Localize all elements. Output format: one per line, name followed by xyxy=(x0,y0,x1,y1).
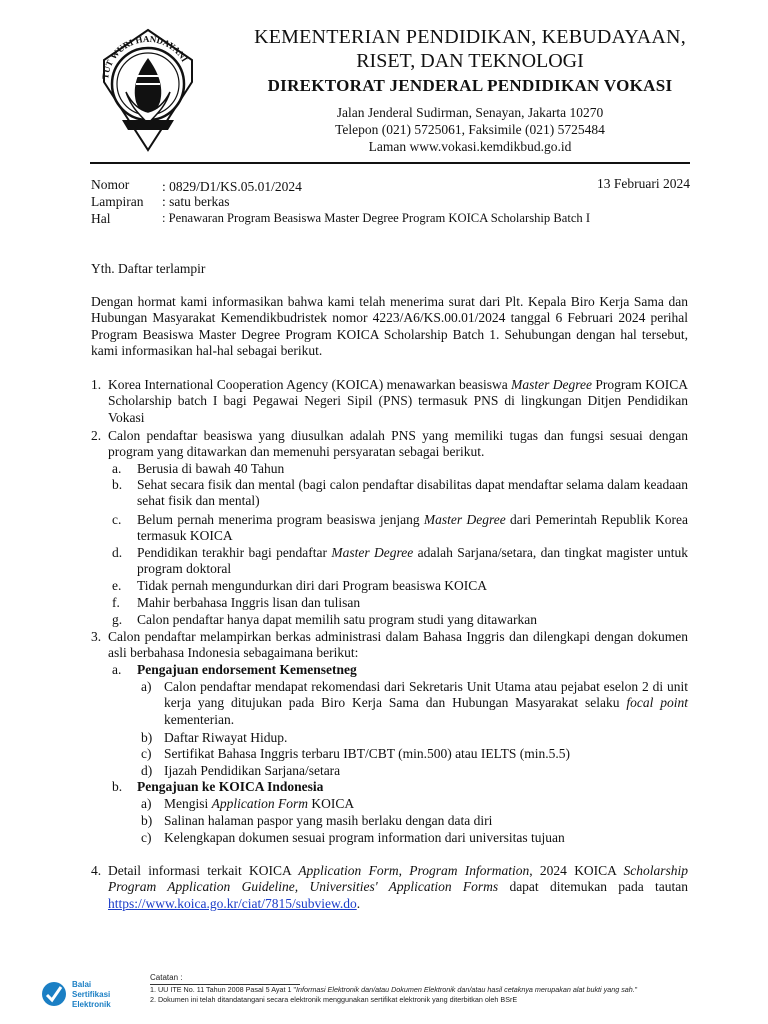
subitem-mark: b) xyxy=(141,730,153,745)
item-number: 1. xyxy=(91,377,102,392)
subitem-text: Belum pernah menerima program beasiswa jenjang Master Degree dari Pemerintah Republik Korea termasuk KOICA xyxy=(137,512,688,544)
subitem-text: Tidak pernah mengundurkan diri dari Program beasiswa KOICA xyxy=(137,578,488,593)
subitem-mark: c) xyxy=(141,746,152,761)
lampiran-value: : satu berkas xyxy=(162,194,230,209)
bsre-line-1: Balai xyxy=(72,980,92,989)
footer-notes xyxy=(150,973,637,1005)
subitem-text: Calon pendaftar hanya dapat memilih satu program studi yang ditawarkan xyxy=(137,612,538,627)
item-number: 3. xyxy=(91,629,102,644)
subitem-text: Pendidikan terakhir bagi pendaftar Master Degree adalah Sarjana/setara, dan tingkat magister untuk program doktoral xyxy=(137,545,688,577)
nomor-label: Nomor xyxy=(91,177,130,192)
bsre-logo-icon xyxy=(40,976,140,1012)
letter-date: 13 Februari 2024 xyxy=(597,176,690,191)
subitem-mark: c) xyxy=(141,830,152,845)
catatan-label: Catatan : xyxy=(150,973,183,982)
subitem-text: Calon pendaftar mendapat rekomendasi dari Sekretaris Unit Utama atau pejabat eselon 2 di unit kerja yang ditujukan pada Biro Kerja Sama dan Hubungan Masyarakat selaku focal point kementerian. xyxy=(164,679,689,727)
subitem-mark: d) xyxy=(141,763,153,778)
subitem-mark: g. xyxy=(112,612,123,627)
subitem-mark: b. xyxy=(112,779,123,794)
tut-wuri-handayani-emblem-icon xyxy=(92,20,204,160)
koica-link[interactable]: https://www.koica.go.kr/ciat/7815/subview.do xyxy=(108,895,357,911)
salutation: Yth. Daftar terlampir xyxy=(91,261,206,276)
subitem-text: Kelengkapan dokumen sesuai program information dari universitas tujuan xyxy=(164,830,565,845)
ministry-line-1: KEMENTERIAN PENDIDIKAN, KEBUDAYAAN, xyxy=(254,26,686,48)
ministry-line-2: RISET, DAN TEKNOLOGI xyxy=(356,50,584,72)
subitem-mark: f. xyxy=(112,595,120,610)
list-item: Korea International Cooperation Agency (KOICA) menawarkan beasiswa Master Degree Program KOICA Scholarship batch I bagi Pegawai Negeri Sipil (PNS) termasuk PNS di lingkungan Ditjen Pendidikan Vokasi xyxy=(108,377,688,425)
hal-value: : Penawaran Program Beasiswa Master Degree Program KOICA Scholarship Batch I xyxy=(162,211,591,225)
website-line: Laman www.vokasi.kemdikbud.go.id xyxy=(368,139,572,154)
item-number: 4. xyxy=(91,863,102,878)
item-number: 2. xyxy=(91,428,102,443)
list-item: Detail informasi terkait KOICA Application Form, Program Information, 2024 KOICA Scholarship Program Application Guideline, Universities' Application Forms dapat ditemukan pada tautan https://www.koica.go.kr/ciat/7815/subview.do. xyxy=(108,863,688,911)
lampiran-label: Lampiran xyxy=(91,194,144,209)
footer-note-2: 2. Dokumen ini telah ditandatangani secara elektronik menggunakan sertifikat elektronik yang diterbitkan oleh BSrE xyxy=(150,995,518,1004)
subitem-text: Sehat secara fisik dan mental (bagi calon pendaftar disabilitas dapat mendaftar selama dalam keadaan sehat fisik dan mental) xyxy=(137,477,688,509)
subitem-mark: c. xyxy=(112,512,122,527)
subitem-mark: e. xyxy=(112,578,122,593)
subitem-text: Ijazah Pendidikan Sarjana/setara xyxy=(164,763,341,778)
bsre-line-2: Sertifikasi xyxy=(72,990,111,999)
footer-note-1: 1. UU ITE No. 11 Tahun 2008 Pasal 5 Ayat 1 "Informasi Elektronik dan/atau Dokumen Elektronik dan/atau hasil cetaknya merupakan alat bukti yang sah." xyxy=(150,985,638,994)
list-item: Calon pendaftar beasiswa yang diusulkan adalah PNS yang memiliki tugas dan fungsi sesuai dengan program yang ditawarkan dan memenuhi persyaratan sebagai berikut. xyxy=(108,428,688,460)
address-line: Jalan Jenderal Sudirman, Senayan, Jakarta 10270 xyxy=(336,105,604,120)
subitem-text: Sertifikat Bahasa Inggris terbaru IBT/CBT (min.500) atau IELTS (min.5.5) xyxy=(164,746,571,761)
subitem-mark: a. xyxy=(112,662,122,677)
subsection-title: Pengajuan ke KOICA Indonesia xyxy=(137,779,324,794)
logo-motto: TUT WURI HANDAYANI xyxy=(100,33,190,80)
hal-label: Hal xyxy=(91,211,111,226)
phone-line: Telepon (021) 5725061, Faksimile (021) 5725484 xyxy=(335,122,605,137)
subitem-mark: a) xyxy=(141,796,152,811)
subitem-text: Mengisi Application Form KOICA xyxy=(164,796,355,811)
bsre-line-3: Elektronik xyxy=(72,1000,111,1009)
subitem-text: Berusia di bawah 40 Tahun xyxy=(137,461,285,476)
subitem-mark: d. xyxy=(112,545,123,560)
subsection-title: Pengajuan endorsement Kemensetneg xyxy=(137,662,357,677)
list-item: Calon pendaftar melampirkan berkas administrasi dalam Bahasa Inggris dan dilengkapi dengan dokumen asli berbahasa Indonesia sebagaimana berikut: xyxy=(108,629,688,661)
subitem-mark: a. xyxy=(112,461,122,476)
intro-paragraph: Dengan hormat kami informasikan bahwa kami telah menerima surat dari Plt. Kepala Biro Kerja Sama dan Hubungan Masyarakat Kemendikbudristek nomor 4223/A6/KS.00.01/2024 tanggal 6 Februari 2024 perihal Program Beasiswa Master Degree Program KOICA Scholarship Batch 1. Sehubungan dengan hal tersebut, kami informasikan hal-hal sebagai berikut. xyxy=(91,294,688,359)
subitem-text: Daftar Riwayat Hidup. xyxy=(164,730,288,745)
subitem-mark: b. xyxy=(112,477,123,492)
nomor-value: : 0829/D1/KS.05.01/2024 xyxy=(162,179,302,194)
directorate-name: DIREKTORAT JENDERAL PENDIDIKAN VOKASI xyxy=(267,76,673,95)
subitem-mark: a) xyxy=(141,679,152,694)
subitem-text: Mahir berbahasa Inggris lisan dan tulisan xyxy=(137,595,361,610)
subitem-mark: b) xyxy=(141,813,153,828)
subitem-text: Salinan halaman paspor yang masih berlaku dengan data diri xyxy=(164,813,493,828)
header-rule xyxy=(90,162,690,164)
